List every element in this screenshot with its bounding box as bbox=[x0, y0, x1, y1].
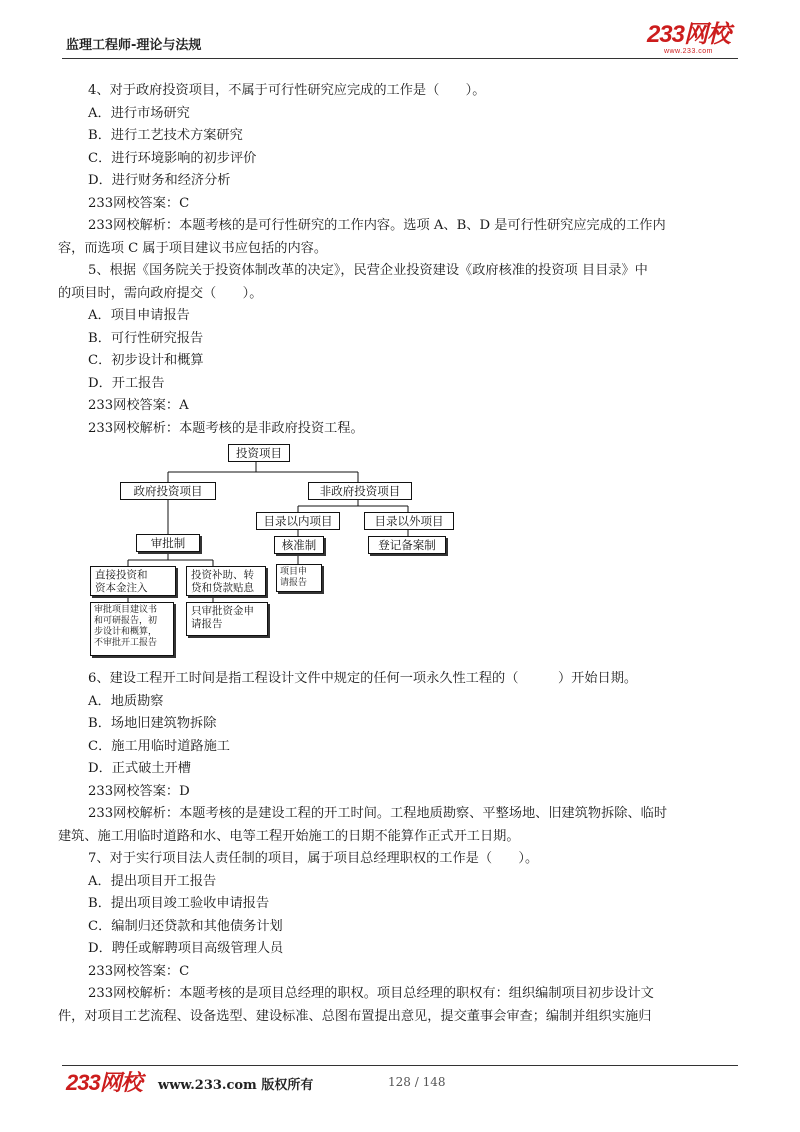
q7-analysis-line1: 233网校解析：本题考核的是项目总经理的职权。项目总经理的职权有：组织编制项目初步设计文 bbox=[88, 986, 654, 1001]
node-review-line1: 审批项目建议书 bbox=[94, 605, 158, 615]
node-nongov-project: 非政府投资项目 bbox=[308, 482, 412, 500]
q4-stem: 4、对于政府投资项目，不属于可行性研究应完成的工作是（ ）。 bbox=[88, 83, 486, 98]
q6-analysis-line1: 233网校解析：本题考核的是建设工程的开工时间。工程地质勘察、平整场地、旧建筑物拆除、临时 bbox=[88, 806, 668, 821]
node-review-line3: 步设计和概算， bbox=[94, 627, 158, 637]
page-number: 128 / 148 bbox=[388, 1075, 446, 1089]
node-fund-line1: 只审批资金申 bbox=[191, 605, 254, 617]
q5-option-a: A．项目申请报告 bbox=[88, 308, 190, 323]
q6-answer: 233网校答案：D bbox=[88, 783, 190, 799]
node-direct-line2: 资本金注入 bbox=[95, 582, 148, 594]
q7-option-c: C．编制归还贷款和其他债务计划 bbox=[88, 918, 283, 934]
q5-stem-line1: 5、根据《国务院关于投资体制改革的决定》，民营企业投资建设《政府核准的投资项 目目录》中 bbox=[88, 263, 648, 278]
q7-option-b: B．提出项目竣工验收申请报告 bbox=[88, 896, 270, 911]
q5-option-d: D．开工报告 bbox=[88, 375, 165, 391]
q5-option-c: C．初步设计和概算 bbox=[88, 353, 204, 368]
node-direct-investment bbox=[90, 566, 176, 596]
q6-option-c: C．施工用临时道路施工 bbox=[88, 738, 230, 754]
brand-logo bbox=[647, 22, 730, 56]
footer-logo: 233网校 bbox=[66, 1070, 142, 1095]
node-review-scope bbox=[90, 602, 174, 656]
node-fund-line2: 请报告 bbox=[191, 618, 223, 630]
node-approval: 审批制 bbox=[136, 534, 200, 552]
node-review-line4: 不审批开工报告 bbox=[94, 638, 158, 648]
node-review-line2: 和可研报告，初 bbox=[94, 616, 158, 626]
node-verify: 核准制 bbox=[274, 536, 324, 554]
node-out-list: 目录以外项目 bbox=[364, 512, 454, 530]
q6-analysis-line2: 建筑、施工用临时道路和水、电等工程开始施工的日期不能算作正式开工日期。 bbox=[58, 828, 520, 844]
q6-option-d: D．正式破土开槽 bbox=[88, 761, 191, 776]
q7-option-a: A．提出项目开工报告 bbox=[88, 873, 217, 889]
q7-option-d: D．聘任或解聘项目高级管理人员 bbox=[88, 941, 284, 956]
q7-answer: 233网校答案：C bbox=[88, 963, 190, 979]
node-in-list: 目录以内项目 bbox=[256, 512, 340, 530]
node-subsidy-line1: 投资补助、转 bbox=[191, 569, 254, 581]
node-root: 投资项目 bbox=[228, 444, 290, 462]
q6-option-a: A．地质勘察 bbox=[88, 693, 164, 709]
q4-option-d: D．进行财务和经济分析 bbox=[88, 173, 231, 188]
header-title: 监理工程师-理论与法规 bbox=[66, 38, 202, 53]
q4-option-b: B．进行工艺技术方案研究 bbox=[88, 128, 243, 143]
node-gov-project: 政府投资项目 bbox=[120, 482, 216, 500]
investment-project-diagram bbox=[88, 444, 736, 662]
node-fund-apply bbox=[186, 602, 268, 636]
node-direct-line1: 直接投资和 bbox=[95, 569, 148, 581]
header-divider bbox=[62, 58, 738, 59]
node-subsidy bbox=[186, 566, 266, 596]
q4-analysis-line1: 233网校解析：本题考核的是可行性研究的工作内容。选项 A、B、D 是可行性研究应完成的工作内 bbox=[88, 218, 666, 233]
brand-logo-url: www.233.com bbox=[663, 48, 714, 55]
q4-option-a: A．进行市场研究 bbox=[88, 105, 190, 121]
footer-divider bbox=[62, 1065, 738, 1066]
q5-option-b: B．可行性研究报告 bbox=[88, 330, 204, 346]
document-body bbox=[58, 80, 736, 1028]
q4-answer: 233网校答案：C bbox=[88, 195, 190, 211]
q4-option-c: C．进行环境影响的初步评价 bbox=[88, 150, 257, 166]
q4-analysis-line2: 容，而选项 C 属于项目建议书应包括的内容。 bbox=[58, 240, 328, 256]
node-project-apply bbox=[276, 564, 322, 592]
node-apply-line2: 请报告 bbox=[280, 578, 308, 588]
q5-analysis: 233网校解析：本题考核的是非政府投资工程。 bbox=[88, 420, 364, 436]
q5-answer: 233网校答案：A bbox=[88, 398, 189, 413]
q6-option-b: B．场地旧建筑物拆除 bbox=[88, 716, 217, 731]
node-subsidy-line2: 贷和贷款贴息 bbox=[191, 582, 254, 594]
q5-stem-line2: 的项目时，需向政府提交（ ）。 bbox=[58, 285, 263, 301]
node-record: 登记备案制 bbox=[368, 536, 446, 554]
q7-stem: 7、对于实行项目法人责任制的项目，属于项目总经理职权的工作是（ ）。 bbox=[88, 851, 539, 866]
node-apply-line1: 项目申 bbox=[280, 567, 308, 577]
q7-analysis-line2: 件，对项目工艺流程、设备选型、建设标准、总图布置提出意见，提交董事会审查；编制并组织实施归 bbox=[58, 1008, 652, 1024]
brand-logo-text: 233网校 bbox=[646, 21, 730, 48]
footer-site: www.233.com 版权所有 bbox=[158, 1078, 314, 1093]
q6-stem: 6、建设工程开工时间是指工程设计文件中规定的任何一项永久性工程的（ ）开始日期。 bbox=[88, 671, 638, 686]
